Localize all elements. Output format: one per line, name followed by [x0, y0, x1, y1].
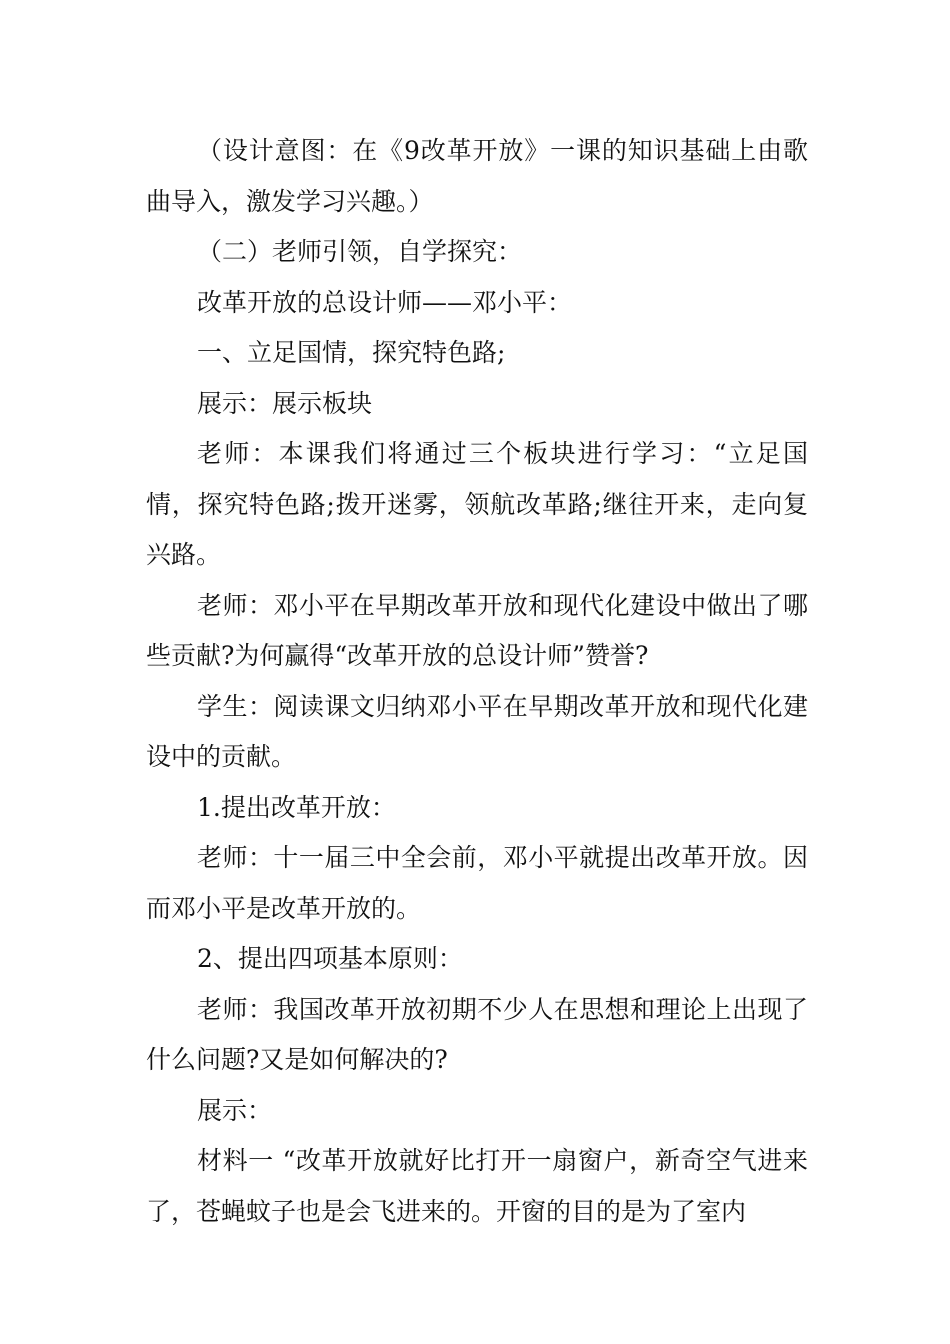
paragraph-section-heading: （二）老师引领，自学探究：	[197, 237, 523, 266]
paragraph-teacher-question: 老师：邓小平在早期改革开放和现代化建设中做出了哪些贡献?为何赢得“改革开放的总设计师”赞誉?	[146, 590, 808, 670]
paragraph-display: 展示：	[197, 1095, 273, 1125]
paragraph-topic-title: 改革开放的总设计师——邓小平：	[197, 287, 573, 317]
document-body	[146, 126, 808, 1237]
paragraph-part-one-heading: 一、立足国情，探究特色路;	[197, 338, 506, 367]
paragraph-material-one: 材料一 “改革开放就好比打开一扇窗户，新奇空气进来了，苍蝇蚊子也是会飞进来的。开窗的目的是为了室内	[146, 1146, 808, 1226]
paragraph-teacher-intro: 老师：本课我们将通过三个板块进行学习：“立足国情，探究特色路;拨开迷雾，领航改革路;继往开来，走向复兴路。	[146, 439, 808, 569]
paragraph-teacher-point-two: 老师：我国改革开放初期不少人在思想和理论上出现了什么问题?又是如何解决的?	[146, 994, 808, 1074]
paragraph-student-task: 学生：阅读课文归纳邓小平在早期改革开放和现代化建设中的贡献。	[146, 691, 808, 771]
paragraph-point-two: 2、提出四项基本原则：	[197, 944, 463, 973]
paragraph-display-block: 展示：展示板块	[197, 388, 373, 418]
paragraph-teacher-point-one: 老师：十一届三中全会前，邓小平就提出改革开放。因而邓小平是改革开放的。	[146, 843, 808, 923]
paragraph-design-intent: （设计意图：在《9改革开放》一课的知识基础上由歌曲导入，激发学习兴趣。）	[146, 136, 808, 216]
paragraph-point-one: 1.提出改革开放：	[197, 792, 396, 822]
